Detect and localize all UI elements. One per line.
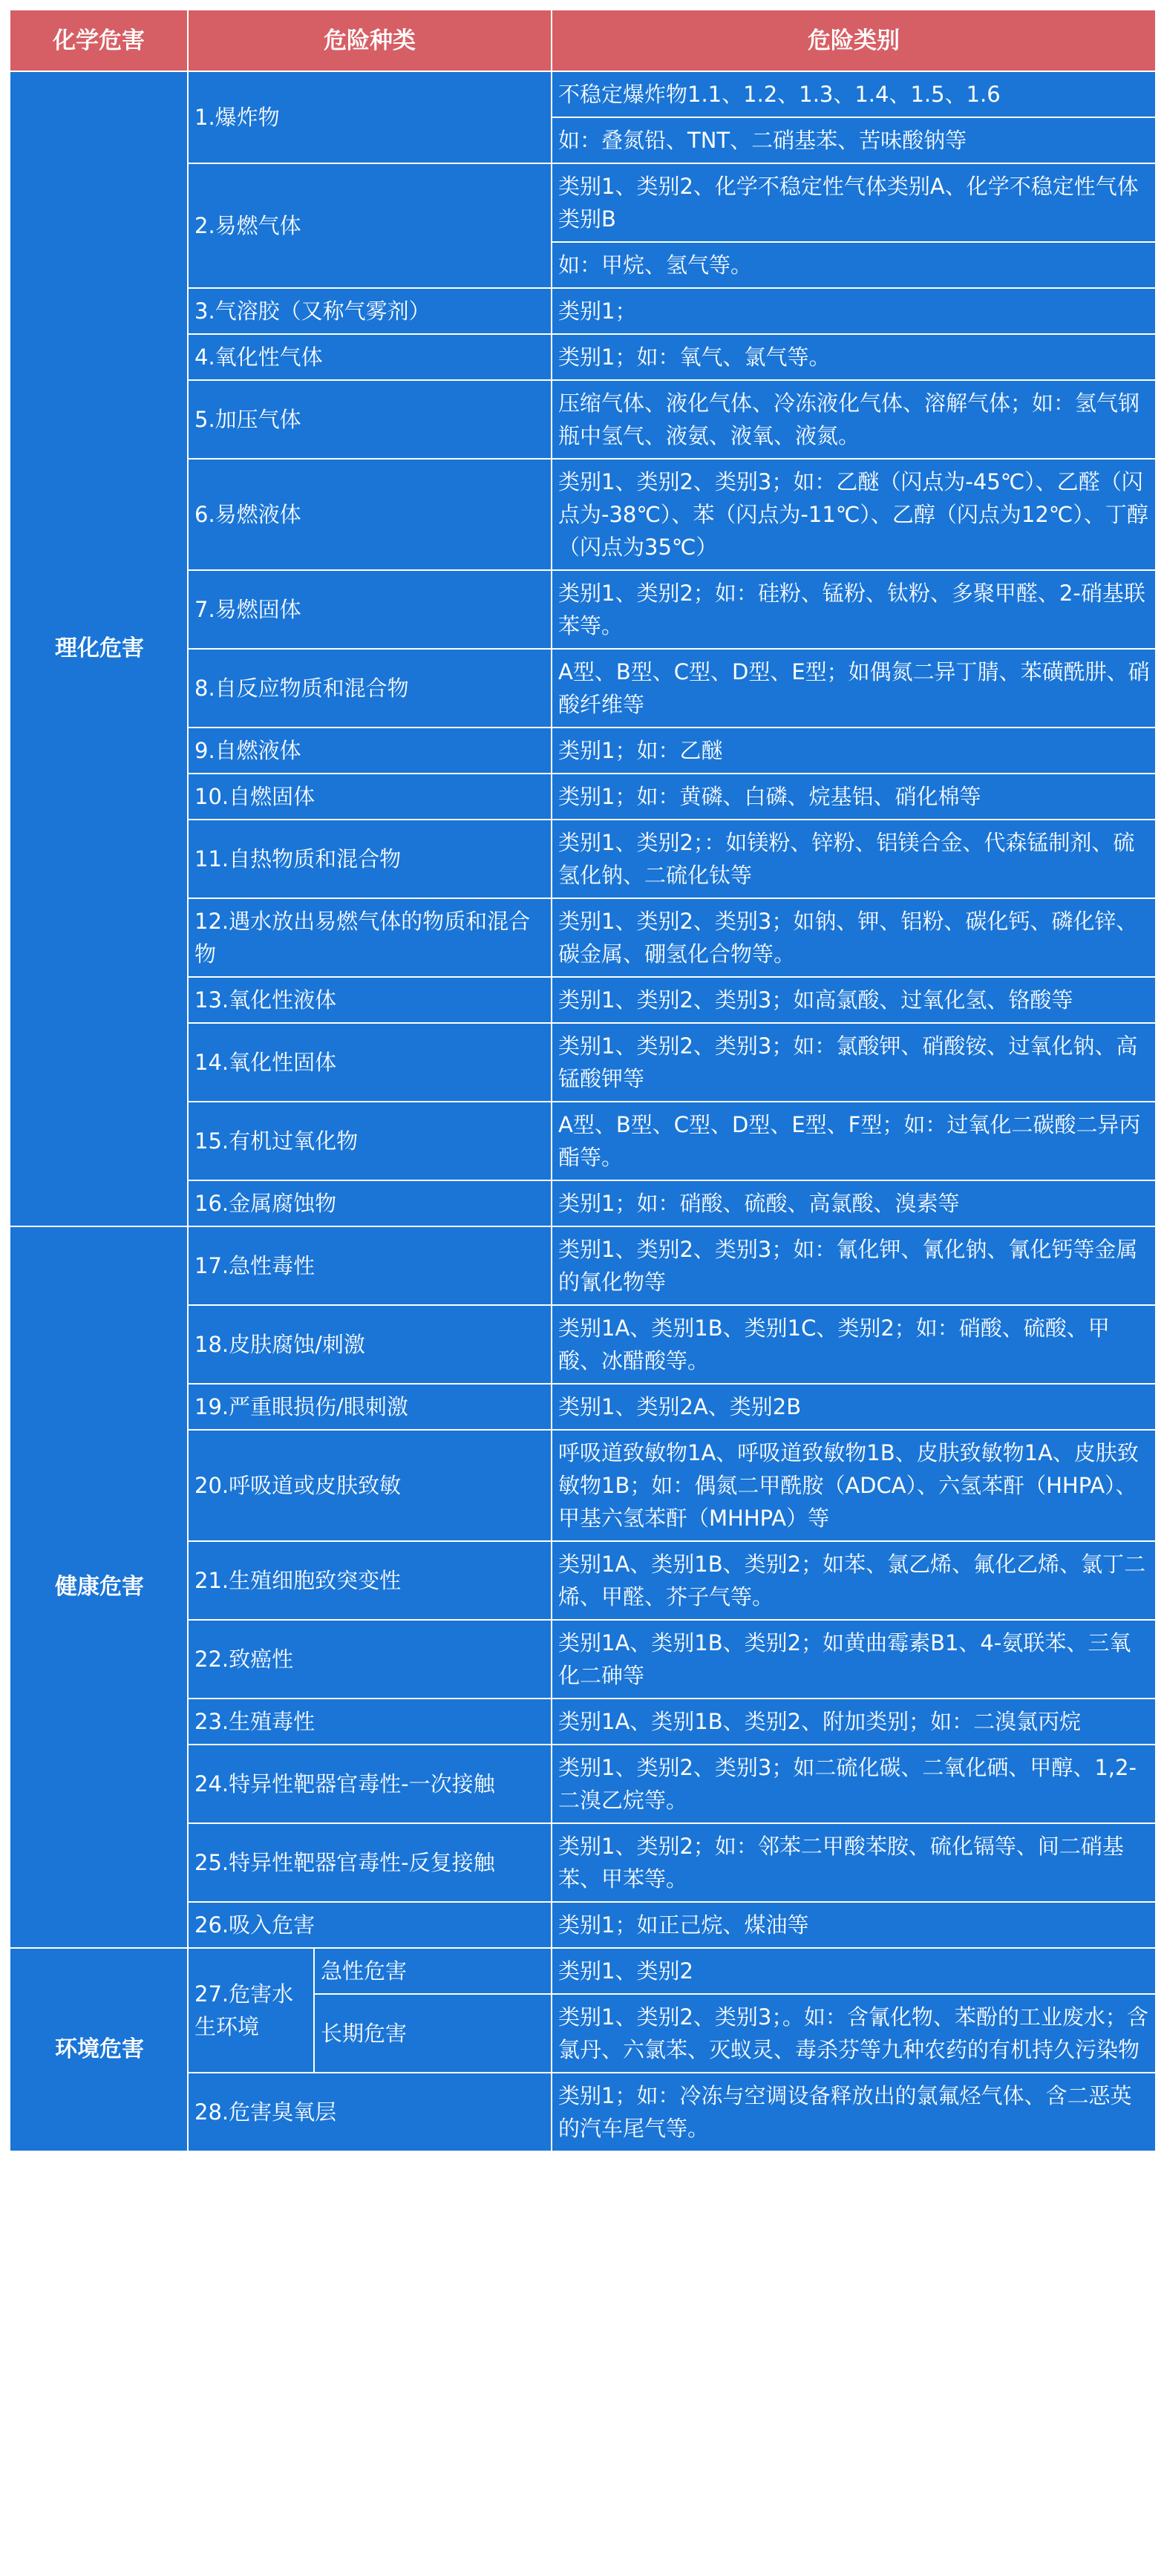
hazard-class: 呼吸道致敏物1A、呼吸道致敏物1B、皮肤致敏物1A、皮肤致敏物1B；如：偶氮二甲酰胺（ADCA）、六氢苯酐（HHPA）、甲基六氢苯酐（MHHPA）等 [552,1430,1156,1541]
hazard-class: 类别1A、类别1B、类别2、附加类别；如：二溴氯丙烷 [552,1699,1156,1745]
hazard-class: 类别1、类别2、类别3；如二硫化碳、二氧化硒、甲醇、1,2-二溴乙烷等。 [552,1745,1156,1823]
hazard-class: 类别1、类别2、类别3；。如：含氰化物、苯酚的工业废水；含氯丹、六氯苯、灭蚁灵、毒杀芬等九种农药的有机持久污染物 [552,1994,1156,2073]
table-row [10,1226,1156,1305]
hazard-type: 23.生殖毒性 [188,1699,552,1745]
hazard-type: 25.特异性靶器官毒性-反复接触 [188,1823,552,1902]
hazard-type: 3.气溶胶（又称气雾剂） [188,288,552,334]
hazard-type: 7.易燃固体 [188,570,552,649]
hazard-type: 11.自热物质和混合物 [188,820,552,898]
hazard-class: 类别1；如正己烷、煤油等 [552,1902,1156,1948]
hazard-type: 17.急性毒性 [188,1226,552,1305]
hazard-type: 5.加压气体 [188,380,552,459]
hazard-type: 9.自燃液体 [188,728,552,774]
hazard-class: 类别1、类别2、类别3；如高氯酸、过氧化氢、铬酸等 [552,977,1156,1023]
hazard-class: A型、B型、C型、D型、E型；如偶氮二异丁腈、苯磺酰肼、硝酸纤维等 [552,649,1156,728]
hazard-class: 类别1；如：氧气、氯气等。 [552,334,1156,380]
hazard-class: 类别1A、类别1B、类别2；如黄曲霉素B1、4-氨联苯、三氧化二砷等 [552,1620,1156,1699]
hazard-class: 类别1、类别2；：如镁粉、锌粉、铝镁合金、代森锰制剂、硫氢化钠、二硫化钛等 [552,820,1156,898]
table-header-row [10,10,1156,71]
hazard-class: 类别1； [552,288,1156,334]
hazard-class: 类别1、类别2、类别3；如：乙醚（闪点为-45℃）、乙醛（闪点为-38℃）、苯（闪点为-11℃）、乙醇（闪点为12℃）、丁醇（闪点为35℃） [552,459,1156,570]
hazard-type: 18.皮肤腐蚀/刺激 [188,1305,552,1384]
hazard-class: 不稳定爆炸物1.1、1.2、1.3、1.4、1.5、1.6 [552,71,1156,117]
table-row [10,1948,1156,1994]
hazard-type: 6.易燃液体 [188,459,552,570]
hazard-type: 15.有机过氧化物 [188,1102,552,1180]
hazard-classification-table [9,9,1157,2152]
hazard-group-label: 理化危害 [10,71,188,1226]
hazard-class: 类别1、类别2、类别3；如：氯酸钾、硝酸铵、过氧化钠、高锰酸钾等 [552,1023,1156,1102]
hazard-type: 1.爆炸物 [188,71,552,163]
hazard-class: 如：叠氮铅、TNT、二硝基苯、苦味酸钠等 [552,117,1156,163]
hazard-class: 类别1、类别2；如：硅粉、锰粉、钛粉、多聚甲醛、2-硝基联苯等。 [552,570,1156,649]
hazard-type: 21.生殖细胞致突变性 [188,1541,552,1620]
hazard-class: 类别1；如：冷冻与空调设备释放出的氯氟烃气体、含二恶英的汽车尾气等。 [552,2073,1156,2151]
hazard-class: 类别1、类别2A、类别2B [552,1384,1156,1430]
hazard-type: 10.自燃固体 [188,774,552,820]
hazard-class: 如：甲烷、氢气等。 [552,242,1156,288]
hazard-class: A型、B型、C型、D型、E型、F型；如：过氧化二碳酸二异丙酯等。 [552,1102,1156,1180]
hazard-type: 4.氧化性气体 [188,334,552,380]
hazard-subtype: 急性危害 [314,1948,552,1994]
hazard-type: 24.特异性靶器官毒性-一次接触 [188,1745,552,1823]
hazard-type: 16.金属腐蚀物 [188,1180,552,1226]
hazard-type: 20.呼吸道或皮肤致敏 [188,1430,552,1541]
header-hazard: 化学危害 [10,10,188,71]
header-type: 危险种类 [188,10,552,71]
hazard-class: 压缩气体、液化气体、冷冻液化气体、溶解气体；如：氢气钢瓶中氢气、液氨、液氧、液氮。 [552,380,1156,459]
hazard-table-container [9,9,1155,2152]
hazard-subtype: 长期危害 [314,1994,552,2073]
hazard-type: 2.易燃气体 [188,163,552,288]
hazard-class: 类别1、类别2、类别3；如：氰化钾、氰化钠、氰化钙等金属的氰化物等 [552,1226,1156,1305]
hazard-group-label: 环境危害 [10,1948,188,2151]
hazard-type: 13.氧化性液体 [188,977,552,1023]
hazard-type: 14.氧化性固体 [188,1023,552,1102]
hazard-type: 8.自反应物质和混合物 [188,649,552,728]
hazard-class: 类别1；如：乙醚 [552,728,1156,774]
hazard-group-label: 健康危害 [10,1226,188,1948]
hazard-type: 12.遇水放出易燃气体的物质和混合物 [188,898,552,977]
hazard-class: 类别1；如：黄磷、白磷、烷基铝、硝化棉等 [552,774,1156,820]
hazard-class: 类别1、类别2 [552,1948,1156,1994]
hazard-class: 类别1、类别2；如：邻苯二甲酸苯胺、硫化镉等、间二硝基苯、甲苯等。 [552,1823,1156,1902]
hazard-type: 22.致癌性 [188,1620,552,1699]
hazard-type: 26.吸入危害 [188,1902,552,1948]
hazard-type: 27.危害水生环境 [188,1948,314,2073]
header-class: 危险类别 [552,10,1156,71]
hazard-class: 类别1、类别2、类别3；如钠、钾、铝粉、碳化钙、磷化锌、碳金属、硼氢化合物等。 [552,898,1156,977]
table-body [10,71,1156,2151]
hazard-class: 类别1、类别2、化学不稳定性气体类别A、化学不稳定性气体类别B [552,163,1156,242]
hazard-class: 类别1A、类别1B、类别2；如苯、氯乙烯、氟化乙烯、氯丁二烯、甲醛、芥子气等。 [552,1541,1156,1620]
hazard-type: 19.严重眼损伤/眼刺激 [188,1384,552,1430]
hazard-class: 类别1A、类别1B、类别1C、类别2；如：硝酸、硫酸、甲酸、冰醋酸等。 [552,1305,1156,1384]
hazard-type: 28.危害臭氧层 [188,2073,552,2151]
hazard-class: 类别1；如：硝酸、硫酸、高氯酸、溴素等 [552,1180,1156,1226]
table-row [10,71,1156,117]
